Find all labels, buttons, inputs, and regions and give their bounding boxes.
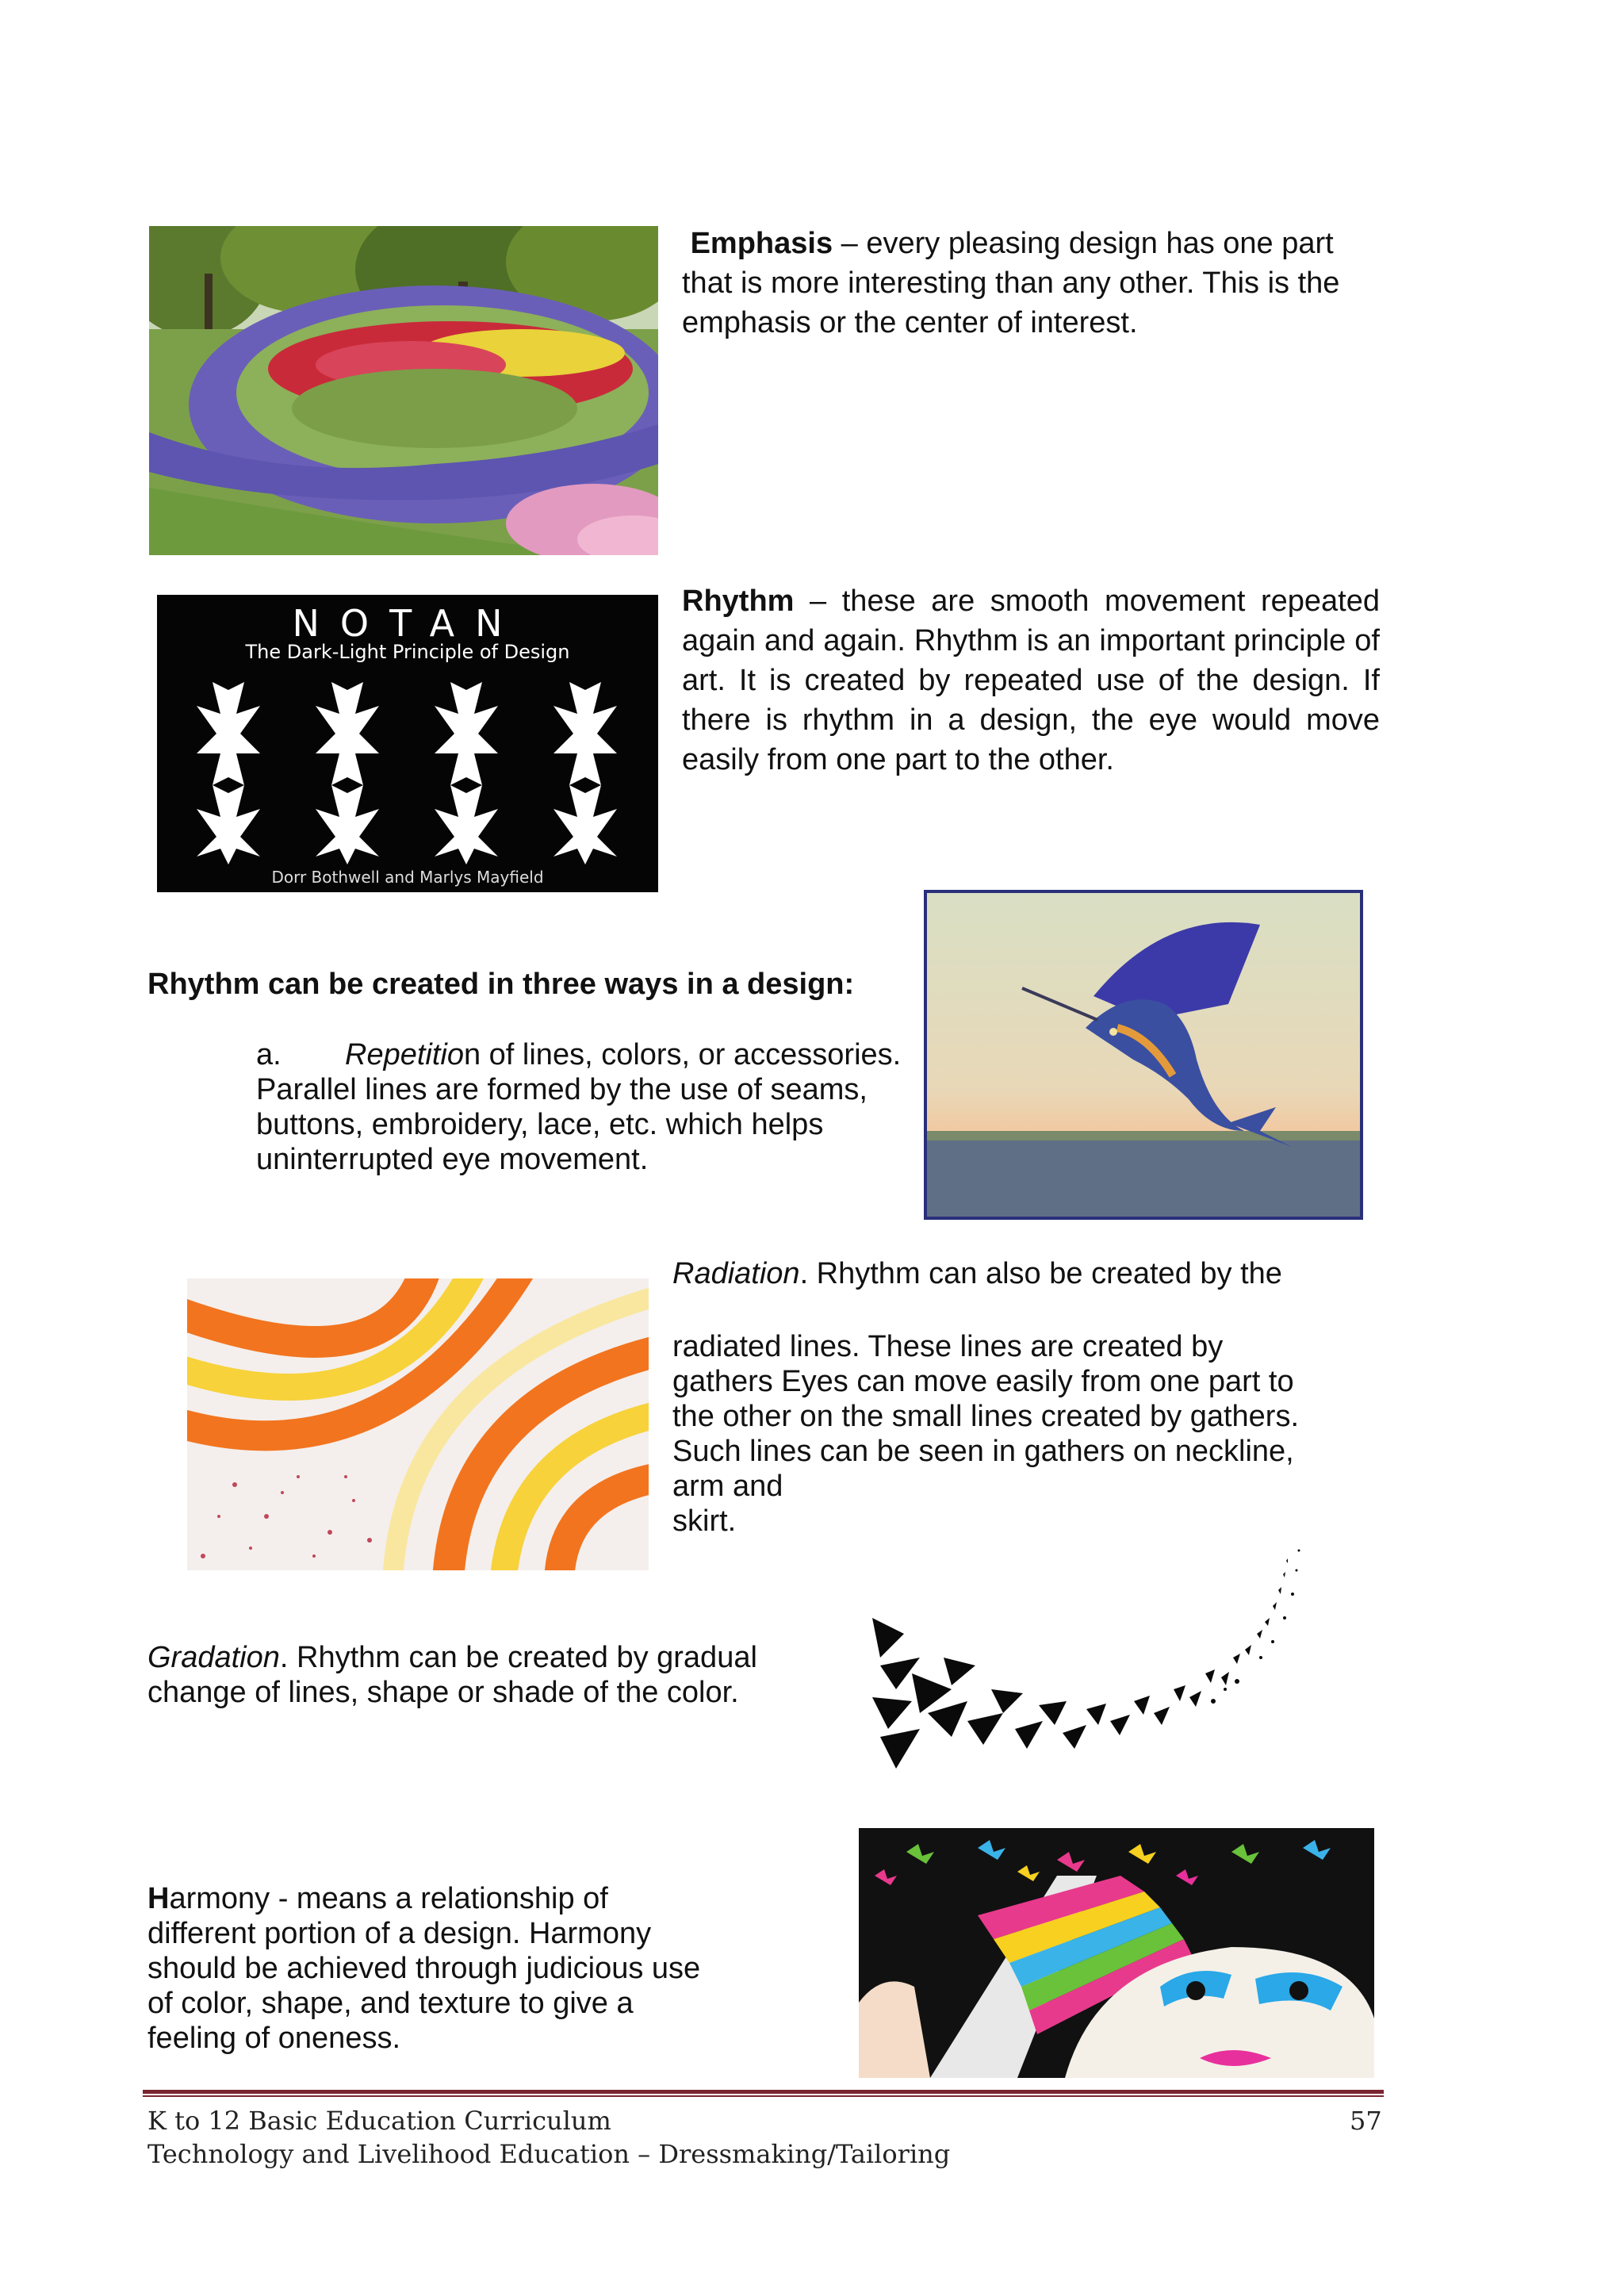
- footer-rule-thin: [143, 2095, 1384, 2097]
- sailfish-painting-image: [924, 890, 1363, 1220]
- emphasis-definition: – every pleasing design has one part that is more interesting than any other. This is the emphasis or the center of interest.: [682, 227, 1340, 339]
- rhythm-term: Rhythm: [682, 585, 795, 618]
- gradation-term: Gradation: [147, 1641, 280, 1674]
- item-a-marker: a.: [256, 1038, 282, 1071]
- repetition-item-line: [256, 1037, 914, 1072]
- emphasis-paragraph: [682, 224, 1364, 343]
- rhythm-definition: – these are smooth movement repeated again and again. Rhythm is an important principle of art. It is created by repeated use of the design. If there is rhythm in a design, the eye would move easily from one part to the other.: [682, 585, 1380, 776]
- emphasis-term: Emphasis: [690, 227, 833, 260]
- repetition-text: n of lines, colors, or accessories.: [463, 1038, 902, 1071]
- gradation-text: . Rhythm can be created by gradual change of lines, shape or shade of the color.: [147, 1641, 757, 1709]
- harmony-first-letter: H: [147, 1882, 170, 1915]
- harmony-text: armony - means a relationship of different portion of a design. Harmony should be achieved through judicious use of color, shape, and texture to give a feeling of oneness.: [147, 1882, 701, 2055]
- gradation-triangles-image: [864, 1531, 1356, 1777]
- radiation-line1: . Rhythm can also be created by the: [799, 1257, 1282, 1290]
- gradation-paragraph: [147, 1640, 766, 1710]
- notan-book-cover-image: [157, 595, 658, 892]
- radiation-orange-stripes-image: [187, 1278, 649, 1570]
- radiation-body: radiated lines. These lines are created by gathers Eyes can move easily from one part to the other on the small lines created by gathers. Such lines can be seen in gathers on neckline,: [672, 1330, 1300, 1468]
- rhythm-paragraph: [682, 581, 1380, 780]
- footer-rule: [143, 2090, 1384, 2096]
- notan-subtitle: The Dark-Light Principle of Design: [245, 641, 570, 663]
- repetition-term: Repetitio: [345, 1038, 464, 1071]
- radiation-first-line: [672, 1256, 1386, 1291]
- repetition-body: Parallel lines are formed by the use of seams, buttons, embroidery, lace, etc. which helps uninterrupted eye movement.: [256, 1073, 868, 1176]
- footer-subject-line: Technology and Livelihood Education – Dressmaking/Tailoring: [147, 2139, 951, 2169]
- harmony-paragraph: [147, 1881, 718, 2056]
- radiation-term: Radiation: [672, 1257, 800, 1290]
- radiation-arm-line: arm and: [672, 1470, 783, 1503]
- footer-page-number: 57: [1350, 2106, 1382, 2136]
- garden-flowerbed-image: [149, 226, 658, 555]
- radiation-skirt-line: skirt.: [672, 1504, 737, 1538]
- notan-credit: Dorr Bothwell and Marlys Mayfield: [271, 868, 544, 887]
- footer-rule-thick: [143, 2090, 1384, 2094]
- rhythm-ways-heading: Rhythm can be created in three ways in a design:: [147, 968, 855, 1001]
- notan-title: NOTAN: [292, 602, 523, 645]
- footer-curriculum-line: K to 12 Basic Education Curriculum: [147, 2106, 611, 2136]
- harmony-pop-art-image: [859, 1828, 1374, 2078]
